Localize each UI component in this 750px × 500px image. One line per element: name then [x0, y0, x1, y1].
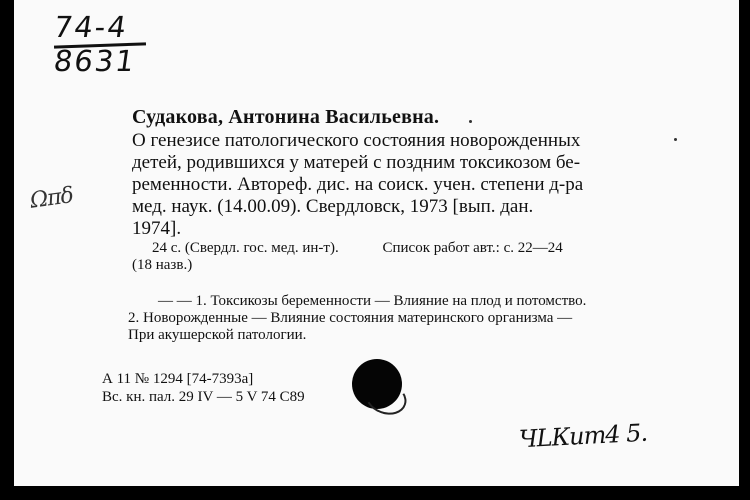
index-numbers [102, 370, 305, 406]
handwritten-signature: ЧLКит4 5. [518, 418, 648, 454]
call-number-bottom: 8631 [51, 44, 139, 78]
title-line: мед. наук. (14.00.09). Свердловск, 1973 [вып. дан. [132, 196, 534, 217]
index-line: А 11 № 1294 [74-7393а] [102, 371, 254, 387]
title-line: ременности. Автореф. дис. на соиск. учен. степени д-ра [132, 174, 584, 195]
title-description [132, 130, 722, 240]
page-count: 24 с. (Свердл. гос. мед. ин-т). [152, 240, 339, 256]
titles-count: (18 назв.) [132, 257, 193, 273]
subject-line: При акушерской патологии. [128, 327, 307, 343]
margin-handwritten-note: Ωπδ [28, 183, 75, 214]
index-line: Вс. кн. пал. 29 IV — 5 V 74 С89 [102, 389, 305, 405]
works-list-note: Список работ авт.: с. 22—24 [382, 240, 563, 256]
subject-line: — — 1. Токсикозы беременности — Влияние на плод и потомство. [158, 293, 587, 309]
subject-headings [128, 293, 733, 344]
speck [469, 120, 472, 123]
title-line: детей, родившихся у матерей с поздним токсикозом бе- [132, 152, 581, 173]
pages-row [132, 240, 563, 257]
speck [674, 138, 677, 141]
subject-line: 2. Новорожденные — Влияние состояния материнского организма — [128, 310, 573, 326]
physical-description [132, 240, 563, 274]
author-name: Судакова, Антонина Васильевна. [132, 106, 440, 128]
title-line: 1974]. [132, 218, 182, 239]
catalog-card [14, 0, 739, 486]
call-number-top: 74-4 [51, 10, 131, 44]
title-line: О генезисе патологического состояния новорожденных [132, 130, 581, 151]
